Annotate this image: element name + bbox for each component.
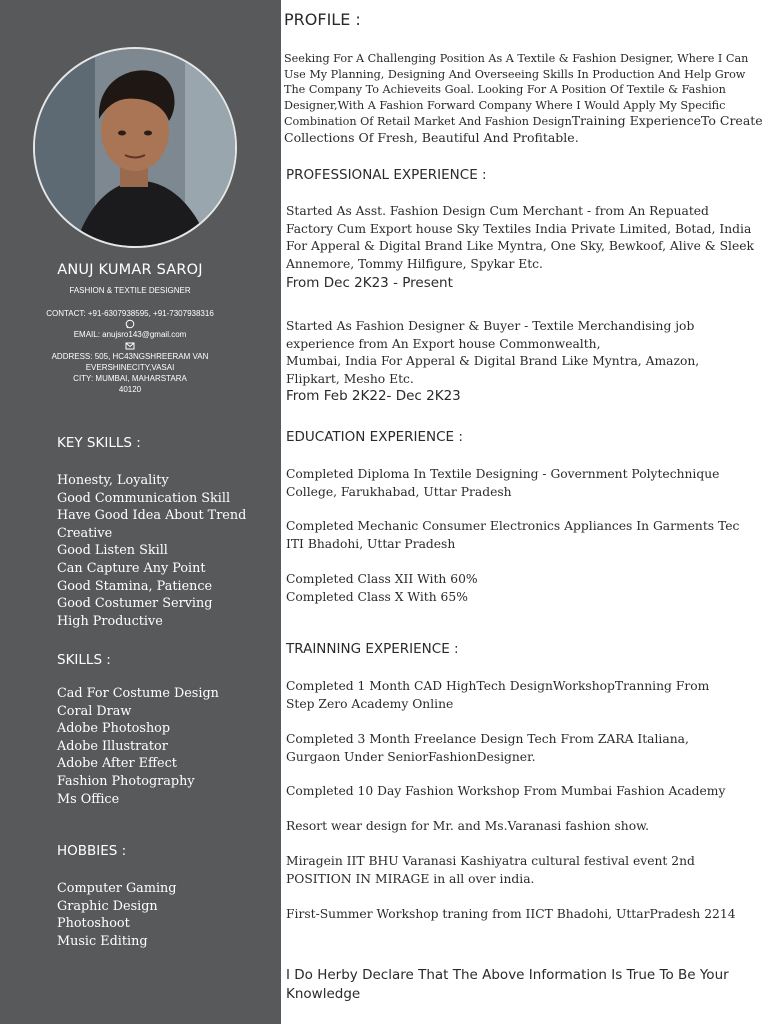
- training-entry-5: [286, 853, 764, 888]
- job-line: Annemore, Tommy Hilfigure, Spykar Etc.: [286, 256, 543, 271]
- job-line: For Apperal & Digital Brand Like Myntra, One Sky, Bewkoof, Alive & Sleek: [286, 239, 754, 254]
- job-line: Factory Cum Export house Sky Textiles India Private Limited, Botad, India: [286, 221, 752, 236]
- hobbies-heading: HOBBIES :: [57, 843, 127, 859]
- sidebar: [0, 0, 281, 1024]
- job-1-date: From Dec 2K23 - Present: [286, 275, 453, 291]
- profile-line: The Company To Achieveits Goal. Looking For A Position Of Textile & Fashion: [284, 83, 726, 96]
- profile-line: Use My Planning, Designing And Overseeing Skills In Production And Help Grow: [284, 67, 746, 81]
- address-line-1: ADDRESS: 505, HC43NGSHREERAM VAN: [51, 352, 209, 361]
- job-entry-1: [286, 203, 764, 273]
- training-line: Step Zero Academy Online: [286, 696, 454, 711]
- list-item: Can Capture Any Point: [57, 560, 206, 576]
- list-item: Good Stamina, Patience: [57, 578, 213, 594]
- profile-photo: [33, 47, 237, 248]
- education-line: Completed Diploma In Textile Designing - Government Polytechnique: [286, 467, 720, 481]
- list-item: Cad For Costume Design: [57, 686, 219, 701]
- list-item: Good Listen Skill: [57, 543, 168, 559]
- education-line: ITI Bhadohi, Uttar Pradesh: [286, 536, 456, 551]
- hobbies-list: [57, 880, 176, 950]
- contact-email: EMAIL: anujsro143@gmail.com: [73, 330, 187, 339]
- key-skills-heading: KEY SKILLS :: [57, 435, 141, 451]
- education-line: Completed Class XII With 60%: [286, 572, 478, 586]
- skills-list: [57, 685, 219, 808]
- education-entry-1: [286, 466, 764, 501]
- training-heading: TRAINNING EXPERIENCE :: [286, 641, 459, 657]
- training-line: Gurgaon Under SeniorFashionDesigner.: [286, 749, 536, 764]
- training-entry-6: First-Summer Workshop traning from IICT Bhadohi, UttarPradesh 2214: [286, 907, 736, 921]
- list-item: Adobe After Effect: [57, 756, 177, 772]
- list-item: Good Communication Skill: [57, 490, 231, 506]
- list-item: Creative: [57, 525, 113, 541]
- job-line: experience from An Export house Commonwealth,: [286, 336, 601, 351]
- profile-line: [284, 113, 766, 130]
- address-line-4: 40120: [118, 385, 142, 394]
- training-entry-4: Resort wear design for Mr. and Ms.Varanasi fashion show.: [286, 819, 650, 833]
- list-item: Adobe Illustrator: [57, 738, 168, 754]
- mail-icon: [125, 341, 135, 351]
- list-item: High Productive: [57, 613, 163, 629]
- profile-line: Seeking For A Challenging Position As A Textile & Fashion Designer, Where I Can: [284, 52, 749, 65]
- list-item: Coral Draw: [57, 703, 132, 719]
- list-item: Fashion Photography: [57, 773, 195, 789]
- list-item: Music Editing: [57, 933, 148, 949]
- profile-line-part: Combination Of Retail Market And Fashion Design: [284, 115, 572, 128]
- professional-experience-heading: PROFESSIONAL EXPERIENCE :: [286, 167, 487, 183]
- list-item: Good Costumer Serving: [57, 596, 213, 612]
- education-heading: EDUCATION EXPERIENCE :: [286, 429, 463, 445]
- skills-heading: SKILLS :: [57, 652, 111, 668]
- profile-summary: [284, 51, 766, 145]
- declaration: I Do Herby Declare That The Above Information Is True To Be Your Knowledge: [286, 967, 729, 1002]
- job-line: Started As Asst. Fashion Design Cum Merchant - from An Repuated: [286, 204, 709, 218]
- training-entry-3: Completed 10 Day Fashion Workshop From Mumbai Fashion Academy: [286, 784, 726, 798]
- training-line: POSITION IN MIRAGE in all over india.: [286, 871, 535, 886]
- list-item: Honesty, Loyality: [57, 473, 169, 488]
- list-item: Ms Office: [57, 791, 120, 807]
- candidate-name: ANUJ KUMAR SAROJ: [57, 262, 203, 278]
- whatsapp-icon: [125, 319, 135, 329]
- training-line: Miragein IIT BHU Varanasi Kashiyatra cultural festival event 2nd: [286, 854, 695, 868]
- training-line: Completed 3 Month Freelance Design Tech From ZARA Italiana,: [286, 732, 689, 746]
- list-item: Computer Gaming: [57, 881, 177, 896]
- training-entry-2: [286, 731, 764, 766]
- education-entry-2: [286, 518, 764, 553]
- job-line: Flipkart, Mesho Etc.: [286, 371, 414, 386]
- profile-photo-image: [35, 49, 235, 246]
- job-line: Mumbai, India For Apperal & Digital Brand Like Myntra, Amazon,: [286, 354, 700, 369]
- education-entry-3: [286, 571, 764, 606]
- key-skills-list: [57, 472, 246, 630]
- job-entry-2: [286, 318, 764, 388]
- list-item: Graphic Design: [57, 898, 158, 914]
- training-line: Completed 1 Month CAD HighTech DesignWorkshopTranning From: [286, 679, 710, 693]
- education-line: Completed Class X With 65%: [286, 589, 468, 604]
- main-content: [281, 0, 768, 1024]
- profile-heading: PROFILE :: [284, 10, 361, 29]
- profile-line: Collections Of Fresh, Beautiful And Profitable.: [284, 129, 579, 145]
- list-item: Adobe Photoshop: [57, 721, 171, 737]
- profile-line: Designer,With A Fashion Forward Company Where I Would Apply My Specific: [284, 98, 726, 112]
- list-item: Have Good Idea About Trend: [57, 508, 247, 524]
- candidate-role: FASHION & TEXTILE DESIGNER: [69, 286, 191, 295]
- job-line: Started As Fashion Designer & Buyer - Textile Merchandising job: [286, 319, 695, 333]
- profile-line-part: Training ExperienceTo Create: [571, 113, 763, 128]
- education-line: Completed Mechanic Consumer Electronics Appliances In Garments Tec: [286, 519, 740, 533]
- job-2-date: From Feb 2K22- Dec 2K23: [286, 388, 461, 404]
- address-line-3: CITY: MUMBAI, MAHARSTARA: [73, 374, 187, 383]
- address-line-2: EVERSHINECITY,VASAI: [85, 363, 175, 372]
- education-line: College, Farukhabad, Uttar Pradesh: [286, 484, 512, 499]
- list-item: Photoshoot: [57, 916, 130, 932]
- training-entry-1: [286, 678, 764, 713]
- contact-phone: CONTACT: +91-6307938595, +91-7307938316: [46, 309, 214, 318]
